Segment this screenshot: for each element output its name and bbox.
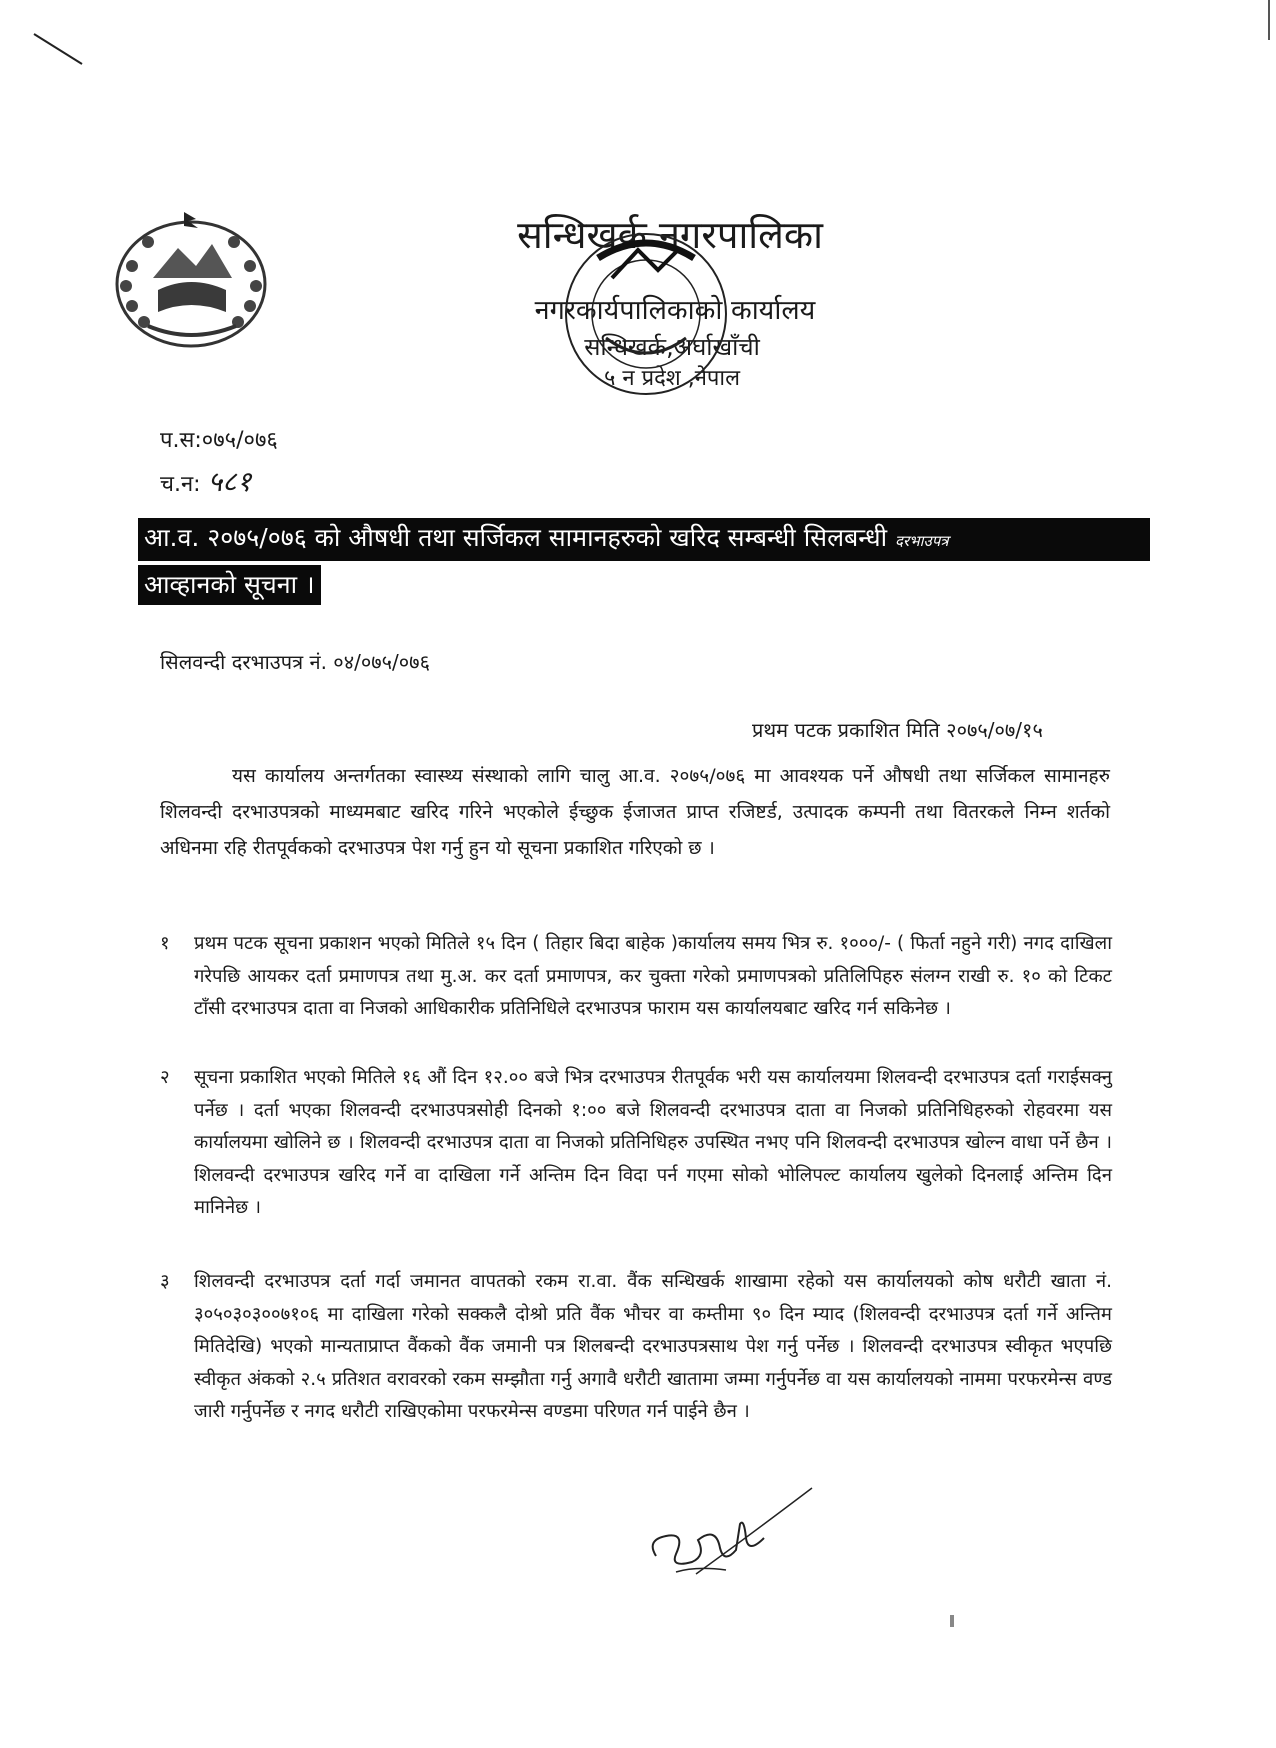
title-small-text: दरभाउपत्र [895,532,949,550]
condition-number: ३ [160,1271,170,1292]
scan-mark [30,30,90,70]
fiscal-year-ref: प.स:०७५/०७६ [160,428,278,453]
chalan-ref [160,462,251,500]
condition-number: २ [160,1067,170,1088]
condition-text: सूचना प्रकाशित भएको मितिले १६ औं दिन १२.०० बजे भित्र दरभाउपत्र रीतपूर्वक भरी यस कार्यालयमा शिलवन्दी दरभाउपत्र दर्ता गराईसक्नु पर्नेछ । दर्ता भएका शिलवन्दी दरभाउपत्रसोही दिनको १:०० बजे शिलवन्दी दरभाउपत्र दाता वा निजको प्रतिनिधिहरुको रोहवरमा यस कार्यालयमा खोलिने छ । शिलवन्दी दरभाउपत्र दाता वा निजको प्रतिनिधिहरु उपस्थित नभए पनि शिलवन्दी दरभाउपत्र खोल्न वाधा पर्ने छैन । शिलवन्दी दरभाउपत्र खरिद गर्ने वा दाखिला गर्ने अन्तिम दिन विदा पर्न गएमा सोको भोलिपल्ट कार्यालय खुलेको दिनलाई अन्तिम दिन मानिनेछ । [194,1067,1112,1218]
scan-speck [950,1615,954,1627]
municipality-name: सन्धिखर्क नगरपालिका [517,213,823,257]
chalan-number: ५८१ [207,465,252,498]
office-stamp [558,218,734,418]
office-name: नगरकार्यपालिकाको कार्यालय [534,295,816,326]
nepal-emblem-icon [108,208,274,354]
intro-paragraph: यस कार्यालय अन्तर्गतका स्वास्थ्य संस्थाको लागि चालु आ.व. २०७५/०७६ मा आवश्यक पर्ने औषधी तथा सर्जिकल सामानहरु शिलवन्दी दरभाउपत्रको माध्यमबाट खरिद गरिने भएकोले ईच्छुक ईजाजत प्राप्त रजिष्टर्ड, उत्पादक कम्पनी तथा वितरकले निम्न शर्तको अधिनमा रहि रीतपूर्वकको दरभाउपत्र पेश गर्नु हुन यो सूचना प्रकाशित गरिएको छ । [160,765,1110,859]
notice-title-line2: आव्हानको सूचना । [138,565,321,605]
province-country: ५ न प्रदेश ,नेपाल [603,366,741,391]
notice-title-line1 [138,518,1150,561]
signature [636,1478,816,1588]
condition-number: १ [160,933,170,954]
office-location: सन्धिखर्क,अर्घाखाँची [584,333,760,361]
title-text: आ.व. २०७५/०७६ को औषधी तथा सर्जिकल सामानहरुको खरिद सम्बन्धी सिलबन्धी [144,523,888,552]
tender-number: सिलवन्दी दरभाउपत्र नं. ०४/०७५/०७६ [160,650,430,674]
condition-text: प्रथम पटक सूचना प्रकाशन भएको मितिले १५ दिन ( तिहार बिदा बाहेक )कार्यालय समय भित्र रु. १०००/- ( फिर्ता नहुने गरी) नगद दाखिला गरेपछि आयकर दर्ता प्रमाणपत्र तथा मु.अ. कर दर्ता प्रमाणपत्र, कर चुक्ता गरेको प्रमाणपत्रको प्रतिलिपिहरु संलग्न राखी रु. १० को टिकट टाँसी दरभाउपत्र दाता वा निजको आधिकारीक प्रतिनिधिले दरभाउपत्र फाराम यस कार्यालयबाट खरिद गर्न सकिनेछ । [194,933,1112,1019]
publication-date: प्रथम पटक प्रकाशित मिति २०७५/०७/१५ [752,718,1043,742]
page-edge-line [1268,0,1270,40]
condition-text: शिलवन्दी दरभाउपत्र दर्ता गर्दा जमानत वापतको रकम रा.वा. वैंक सन्धिखर्क शाखामा रहेको यस कार्यालयको कोष धरौटी खाता नं. ३०५०३०३००७१०६ मा दाखिला गरेको सक्कलै दोश्रो प्रति वैंक भौचर वा कम्तीमा ९० दिन म्याद (शिलवन्दी दरभाउपत्र दर्ता गर्ने अन्तिम मितिदेखि) भएको मान्यताप्राप्त वैंकको वैंक जमानी पत्र शिलबन्दी दरभाउपत्रसाथ पेश गर्नु पर्नेछ । शिलवन्दी दरभाउपत्र स्वीकृत भएपछि स्वीकृत अंकको २.५ प्रतिशत वरावरको रकम सम्झौता गर्नु अगावै धरौटी खातामा जम्मा गर्नुपर्नेछ वा यस कार्यालयको नाममा परफरमेन्स वण्ड जारी गर्नुपर्नेछ र नगद धरौटी राखिएकोमा परफरमेन्स वण्डमा परिणत गर्न पाईने छैन । [194,1271,1112,1422]
chalan-label: च.न: [160,472,201,497]
